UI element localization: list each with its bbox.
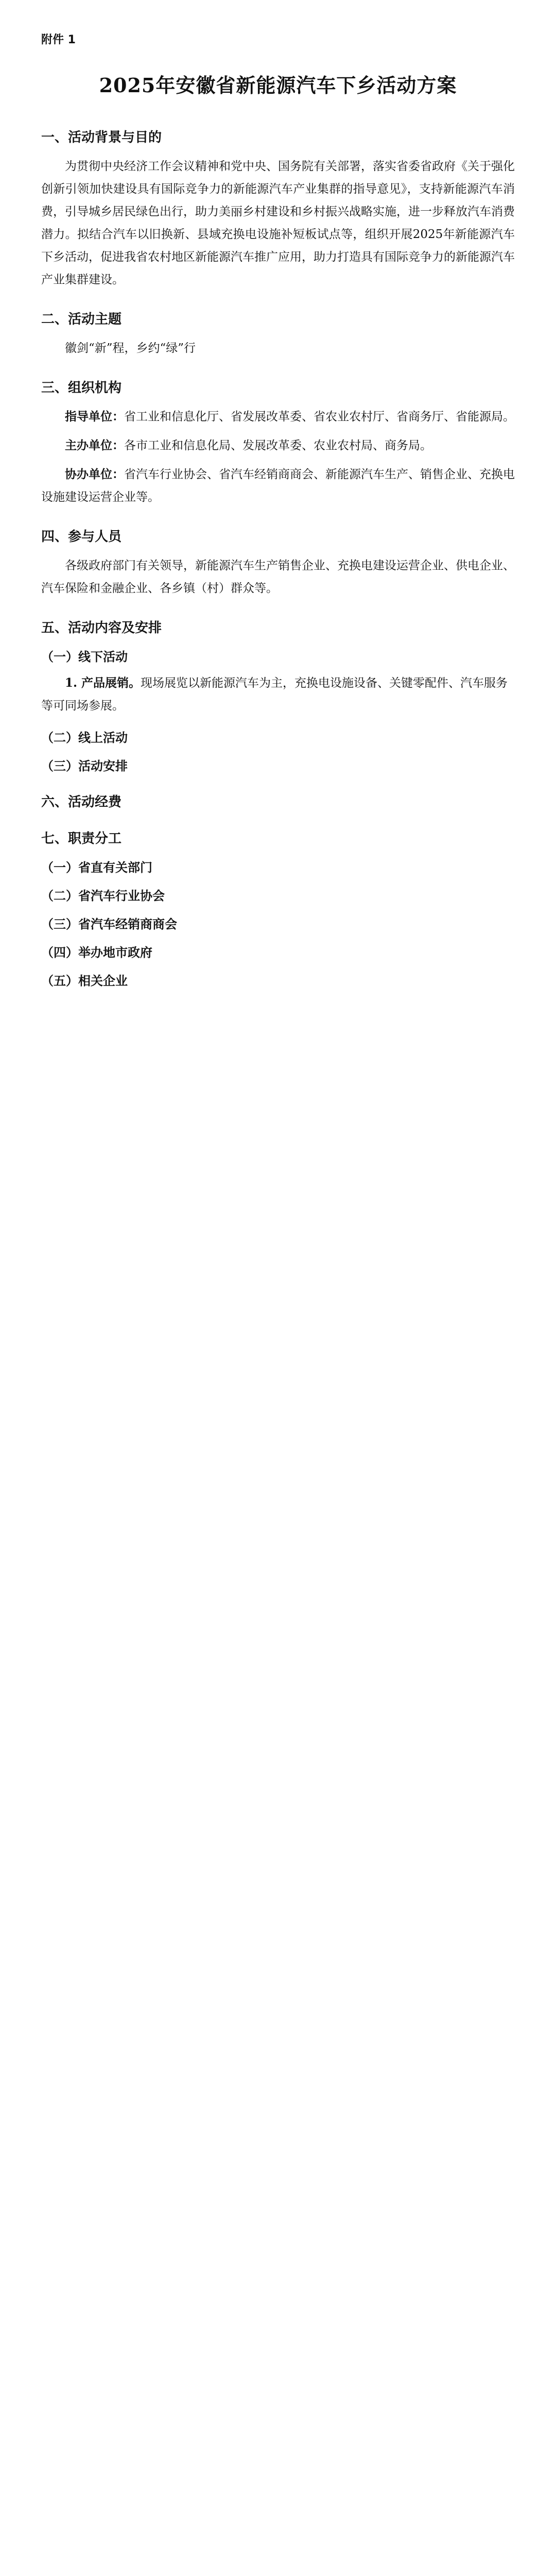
section-paragraph: 为贯彻中央经济工作会议精神和党中央、国务院有关部署，落实省委省政府《关于强化创新引领加快建设具有国际竞争力的新能源汽车产业集群的指导意见》，支持新能源汽车消费，引导城乡居民绿色出行，助力美丽乡村建设和乡村振兴战略实施，进一步释放汽车消费潜力。拟结合汽车以旧换新、县域充换电设施补短板试点等，组织开展2025年新能源汽车下乡活动，促进我省农村地区新能源汽车推广应用，助力打造具有国际竞争力的新能源汽车产业集群建设。 (41, 160, 515, 286)
organization-item (41, 434, 515, 457)
item-text: 现场展览以新能源汽车为主，充换电设施设备、关键零配件、汽车服务等可同场参展。 (41, 676, 508, 713)
section-participants (41, 526, 515, 600)
section-responsibilities (41, 828, 515, 989)
section-content (41, 617, 515, 774)
section-heading: 四、参与人员 (41, 529, 122, 545)
subsection-heading: （四）举办地市政府 (41, 945, 152, 960)
item-lead: 1. 产品展销。 (65, 676, 141, 690)
item-lead: 指导单位： (65, 410, 124, 423)
organization-item (41, 463, 515, 509)
item-text: 各市工业和信息化局、发展改革委、农业农村局、商务局。 (124, 439, 432, 452)
section-paragraph: 徽剑“新”程，乡约“绿”行 (65, 342, 196, 355)
section-heading: 三、组织机构 (41, 380, 122, 396)
section-background (41, 127, 515, 291)
subsection-heading: （三）活动安排 (41, 759, 128, 773)
section-theme (41, 309, 515, 360)
subsection-heading: （二）省汽车行业协会 (41, 889, 165, 903)
numbered-item (41, 672, 515, 717)
section-heading: 二、活动主题 (41, 312, 122, 327)
item-text: 省工业和信息化厅、省发展改革委、省农业农村厅、省商务厅、省能源局。 (124, 410, 515, 423)
subsection-heading: （一）线下活动 (41, 650, 128, 664)
subsection-heading: （一）省直有关部门 (41, 860, 152, 875)
item-lead: 协办单位： (65, 467, 124, 481)
item-text: 省汽车行业协会、省汽车经销商商会、新能源汽车生产、销售企业、充换电设施建设运营企业等。 (41, 468, 515, 504)
subsection-heading: （三）省汽车经销商商会 (41, 917, 177, 931)
section-heading: 五、活动内容及安排 (41, 620, 162, 636)
section-organization (41, 377, 515, 509)
section-funding (41, 791, 515, 810)
section-heading: 七、职责分工 (41, 831, 122, 846)
section-paragraph: 各级政府部门有关领导，新能源汽车生产销售企业、充换电建设运营企业、供电企业、汽车保险和金融企业、各乡镇（村）群众等。 (41, 559, 515, 595)
organization-item (41, 405, 515, 428)
document-title: 2025年安徽省新能源汽车下乡活动方案 (99, 74, 457, 97)
section-heading: 六、活动经费 (41, 794, 122, 810)
subsection-heading: （二）线上活动 (41, 731, 128, 745)
subsection-heading: （五）相关企业 (41, 974, 128, 988)
attachment-label: 附件 1 (41, 33, 76, 46)
section-heading: 一、活动背景与目的 (41, 130, 162, 145)
item-lead: 主办单位： (65, 438, 124, 452)
